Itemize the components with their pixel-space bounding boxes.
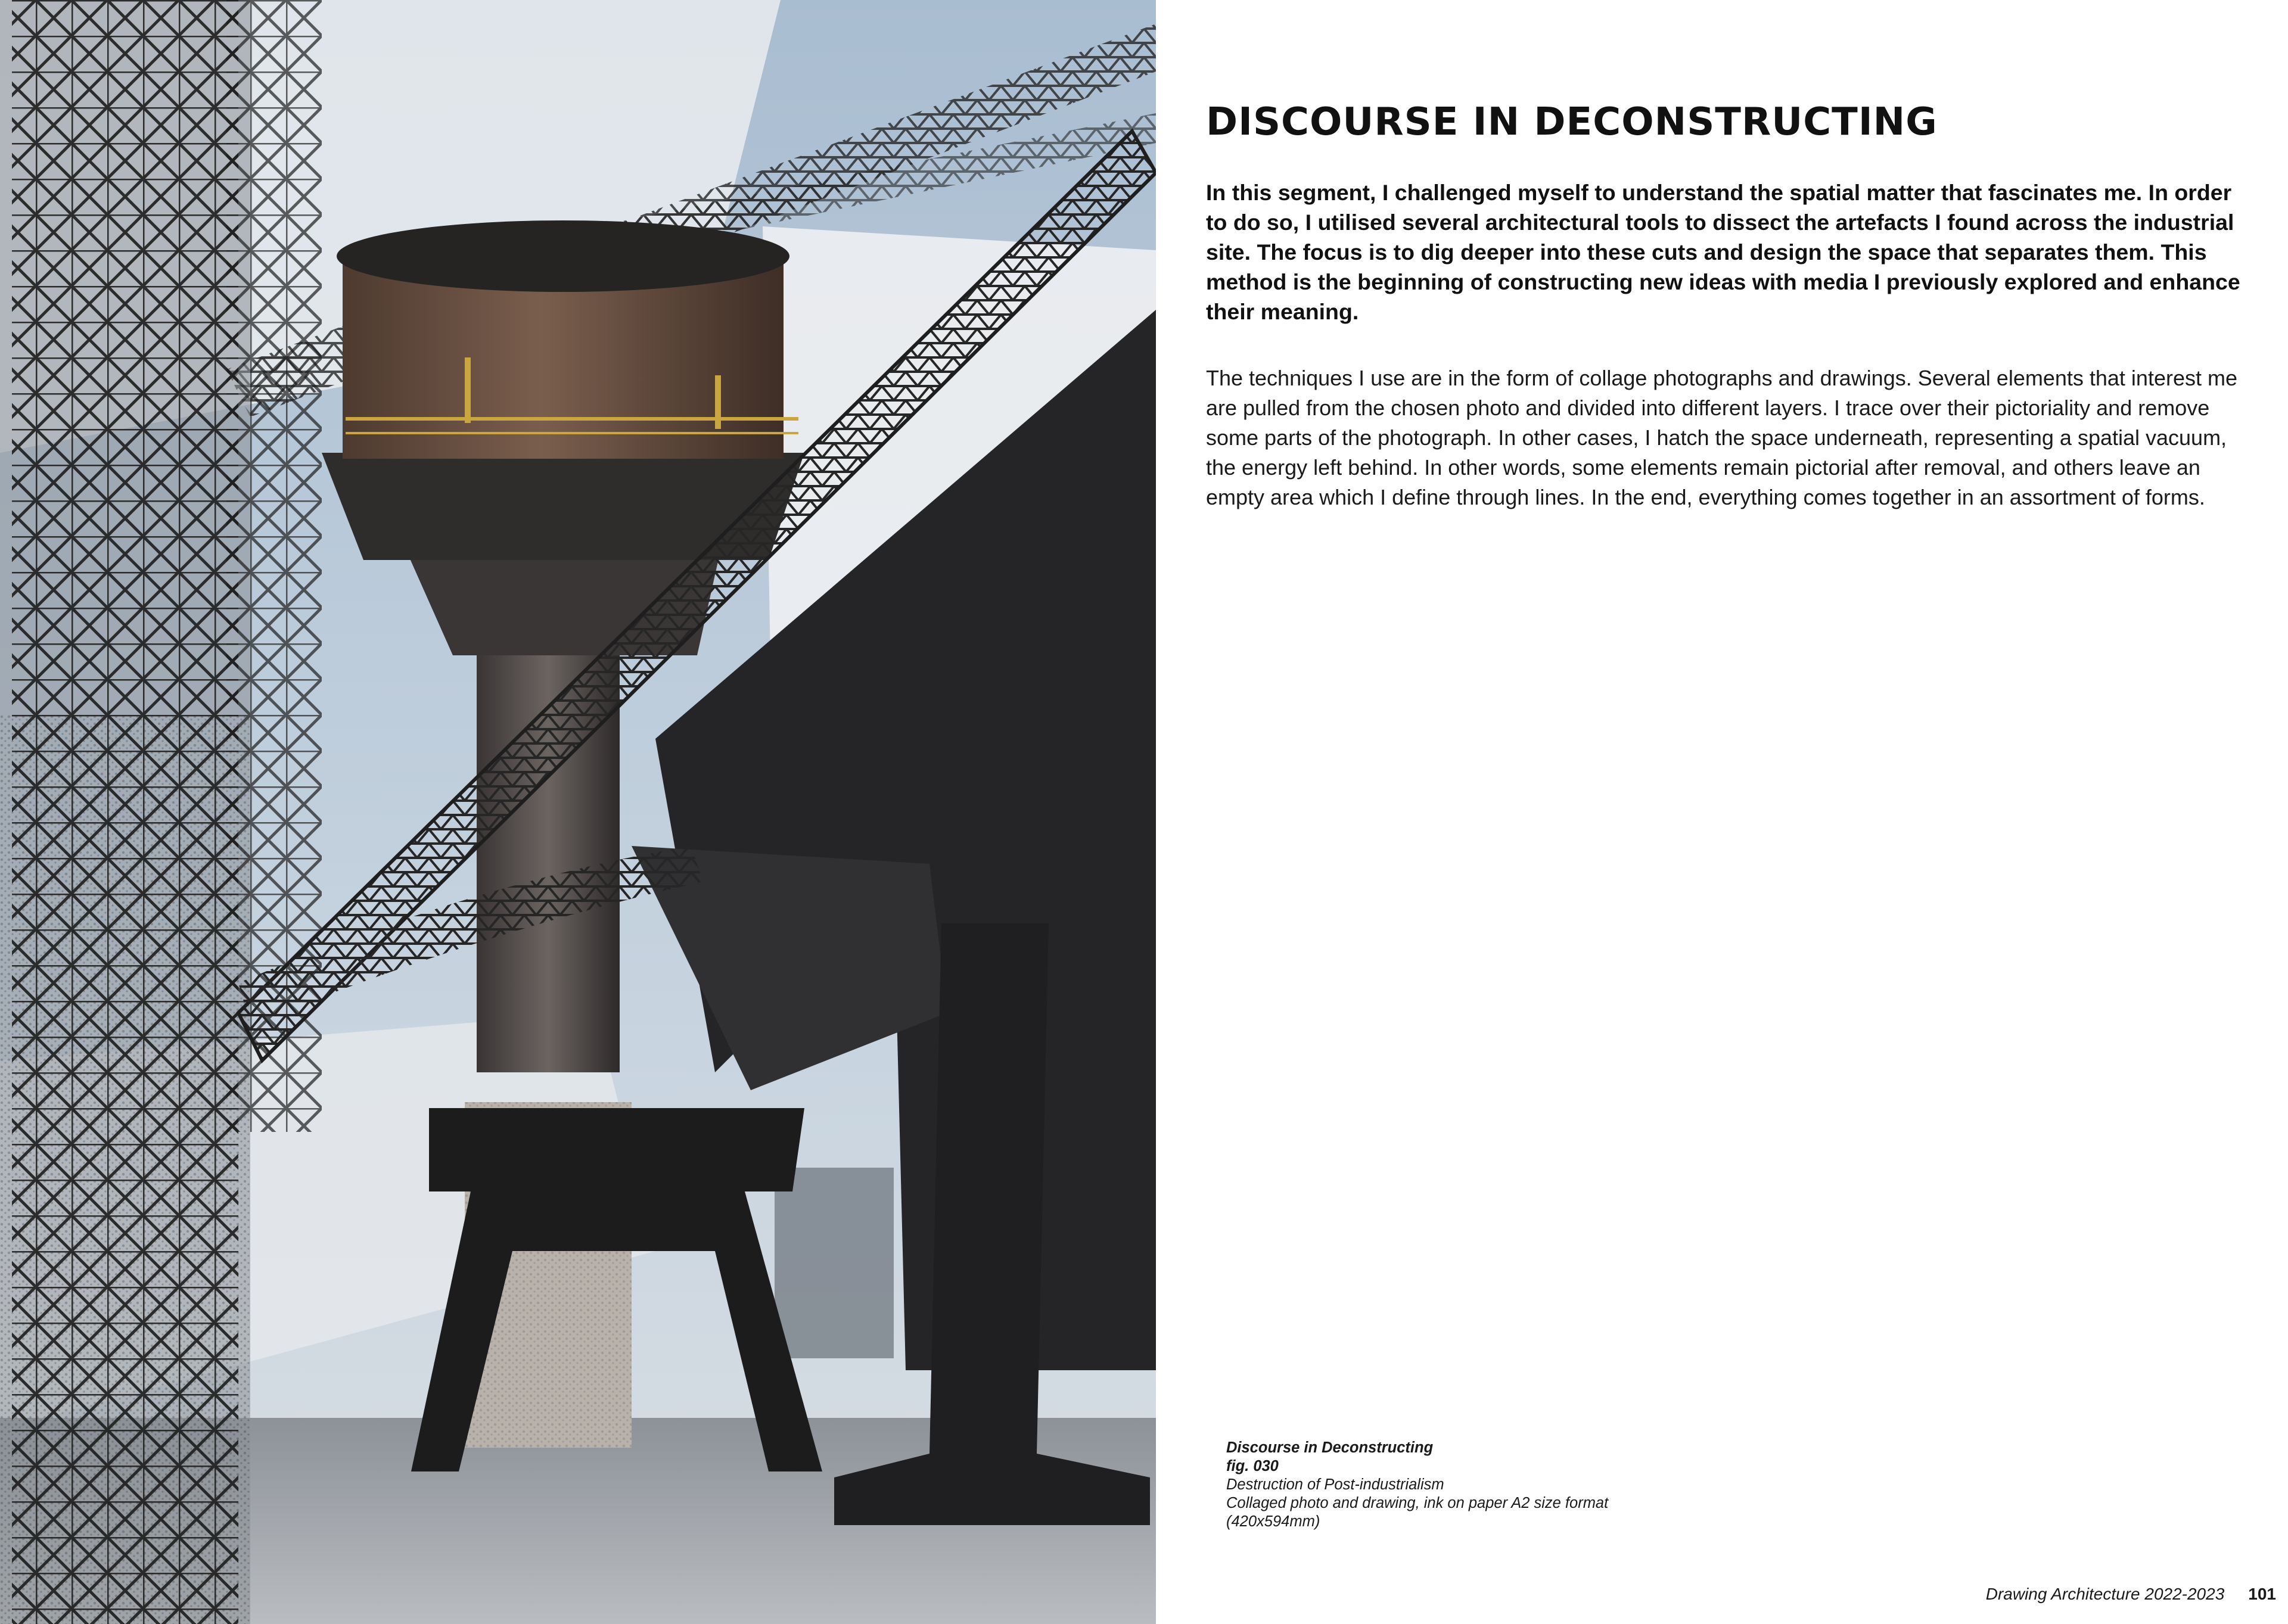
body-paragraph: The techniques I use are in the form of collage photographs and drawings. Several elements that interest me are pulled from the chosen photo and divided into different layers. I trace over their pictoriality and remove some parts of the photograph. In other cases, I hatch the space underneath, representing a spatial vacuum, the energy left behind. In other words, some elements remain pictorial after removal, and others leave an empty area which I define through lines. In the end, everything comes together in an assortment of forms. — [1206, 366, 2237, 509]
caption-dimensions: (420x594mm) — [1226, 1513, 1320, 1530]
figure-caption — [1226, 1439, 1762, 1531]
publication-name: Drawing Architecture 2022-2023 — [1985, 1585, 2225, 1603]
caption-figure-number: fig. 030 — [1226, 1458, 1279, 1474]
page-title: DISCOURSE IN DECONSTRUCTING — [1206, 100, 1938, 144]
page-footer — [1986, 1582, 2276, 1606]
page-number: 101 — [2248, 1585, 2276, 1603]
caption-medium: Collaged photo and drawing, ink on paper A2 size format — [1226, 1495, 1609, 1511]
caption-subtitle: Destruction of Post-industrialism — [1226, 1476, 1444, 1493]
caption-title: Discourse in Deconstructing — [1226, 1439, 1434, 1456]
lead-paragraph: In this segment, I challenged myself to understand the spatial matter that fascinates me. In order to do so, I utilised several architectural tools to dissect the artefacts I found across the industrial site. The focus is to dig deeper into these cuts and design the space that separates them. This method is the beginning of constructing new ideas with media I previously explored and enhance their meaning. — [1206, 180, 2240, 324]
